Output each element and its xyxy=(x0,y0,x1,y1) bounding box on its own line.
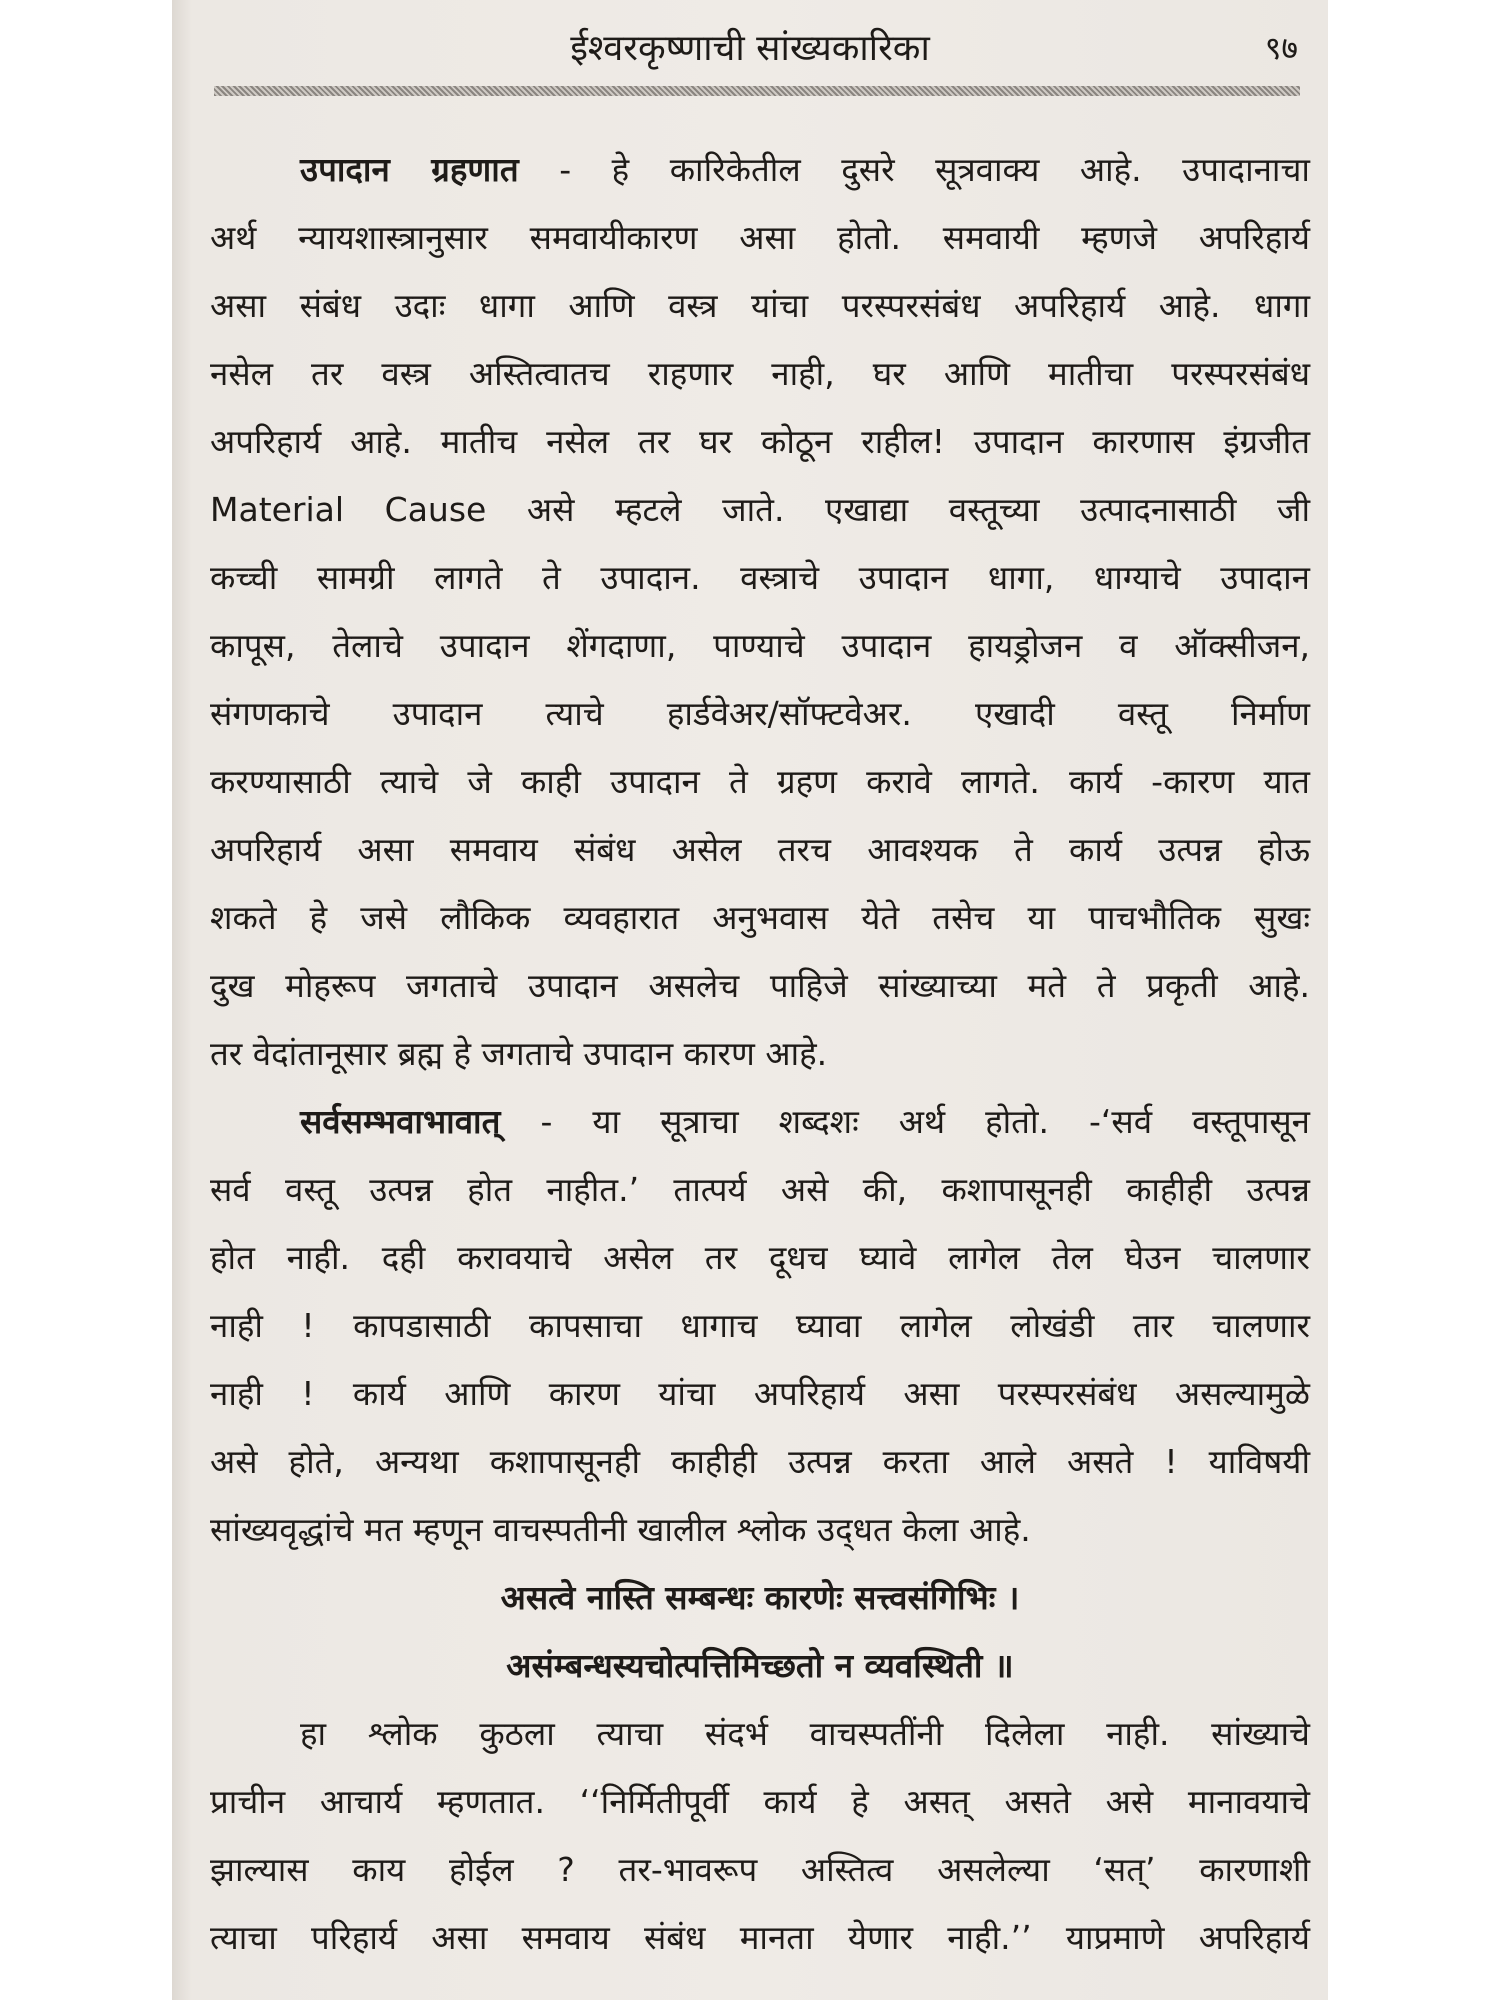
page-number: ९७ xyxy=(1264,29,1298,67)
text-line: कच्ची सामग्री लागते ते उपादान. वस्त्राचे उपादान धागा, धाग्याचे उपादान xyxy=(210,558,1310,597)
text-line: दुख मोहरूप जगताचे उपादान असलेच पाहिजे सांख्याच्या मते ते प्रकृती आहे. xyxy=(210,966,1310,1005)
shloka-line: असत्वे नास्ति सम्बन्धः कारणेः सत्त्वसंगिभिः । xyxy=(500,1578,1020,1617)
line-text: - या सूत्राचा शब्दशः अर्थ होतो. -‘सर्व वस्तूपासून xyxy=(500,1102,1310,1141)
text-line: नाही ! कार्य आणि कारण यांचा अपरिहार्य असा परस्परसंबंध असल्यामुळे xyxy=(210,1374,1310,1413)
text-line: अपरिहार्य आहे. मातीच नसेल तर घर कोठून राहील! उपादान कारणास इंग्रजीत xyxy=(210,422,1310,461)
text-line: होत नाही. दही करावयाचे असेल तर दूधच घ्यावे लागेल तेल घेउन चालणार xyxy=(210,1238,1310,1277)
text-line: अर्थ न्यायशास्त्रानुसार समवायीकारण असा होतो. समवायी म्हणजे अपरिहार्य xyxy=(210,218,1310,257)
text-line: नसेल तर वस्त्र अस्तित्वातच राहणार नाही, घर आणि मातीचा परस्परसंबंध xyxy=(210,354,1310,393)
text-line: असा संबंध उदाः धागा आणि वस्त्र यांचा परस्परसंबंध अपरिहार्य आहे. धागा xyxy=(210,286,1310,325)
header-rule xyxy=(214,86,1300,96)
paragraph-first-line xyxy=(210,148,1310,192)
running-header-title: ईश्वरकृष्णाची सांख्यकारिका xyxy=(570,28,930,69)
text-line: कापूस, तेलाचे उपादान शेंगदाणा, पाण्याचे उपादान हायड्रोजन व ऑक्सीजन, xyxy=(210,626,1310,665)
book-page xyxy=(172,0,1328,2000)
text-line: करण्यासाठी त्याचे जे काही उपादान ते ग्रहण करावे लागते. कार्य -कारण यात xyxy=(210,762,1310,801)
text-line: संगणकाचे उपादान त्याचे हार्डवेअर/सॉफ्टवेअर. एखादी वस्तू निर्माण xyxy=(210,694,1310,733)
text-line: त्याचा परिहार्य असा समवाय संबंध मानता येणार नाही.’’ याप्रमाणे अपरिहार्य xyxy=(210,1918,1310,1957)
text-line: तर वेदांतानूसार ब्रह्म हे जगताचे उपादान कारण आहे. xyxy=(210,1034,828,1073)
text-line: सर्व वस्तू उत्पन्न होत नाहीत.’ तात्पर्य असे की, कशापासूनही काहीही उत्पन्न xyxy=(210,1170,1310,1209)
text-line: सांख्यवृद्धांचे मत म्हणून वाचस्पतीनी खालील श्लोक उद्‌धत केला आहे. xyxy=(210,1510,1031,1549)
text-line: Material Cause असे म्हटले जाते. एखाद्या वस्तूच्या उत्पादनासाठी जी xyxy=(210,490,1310,529)
text-line: अपरिहार्य असा समवाय संबंध असेल तरच आवश्यक ते कार्य उत्पन्न होऊ xyxy=(210,830,1310,869)
shloka-line: असंम्बन्धस्यचोत्पत्तिमिच्छतो न व्यवस्थिती ॥ xyxy=(506,1646,1014,1685)
paragraph-lead-term: उपादान ग्रहणात xyxy=(300,150,519,189)
paragraph-first-line xyxy=(210,1100,1310,1144)
text-line: प्राचीन आचार्य म्हणतात. ‘‘निर्मितीपूर्वी कार्य हे असत् असते असे मानावयाचे xyxy=(210,1782,1310,1821)
text-line: हा श्लोक कुठला त्याचा संदर्भ वाचस्पतींनी दिलेला नाही. सांख्याचे xyxy=(300,1714,1310,1753)
text-line: शकते हे जसे लौकिक व्यवहारात अनुभवास येते तसेच या पाचभौतिक सुखः xyxy=(210,898,1310,937)
line-text: - हे कारिकेतील दुसरे सूत्रवाक्य आहे. उपादानाचा xyxy=(518,150,1310,189)
text-line: झाल्यास काय होईल ? तर-भावरूप अस्तित्व असलेल्या ‘सत्’ कारणाशी xyxy=(210,1850,1310,1889)
text-line: नाही ! कापडासाठी कापसाचा धागाच घ्यावा लागेल लोखंडी तार चालणार xyxy=(210,1306,1310,1345)
text-line: असे होते, अन्यथा कशापासूनही काहीही उत्पन्न करता आले असते ! याविषयी xyxy=(210,1442,1310,1481)
paragraph-lead-term: सर्वसम्भवाभावात् xyxy=(300,1102,501,1141)
